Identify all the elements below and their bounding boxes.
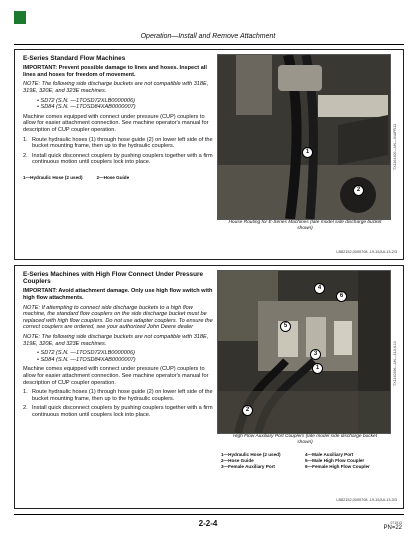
footer-info [383, 521, 402, 531]
section1-important: IMPORTANT: Prevent possible damage to lines and hoses. Inspect all lines and hoses for freedom of movement. [23, 65, 207, 78]
section-high-flow [14, 265, 404, 509]
section2-reference: LB82152,0000708 -19-15JUL13-3/3 [336, 498, 397, 502]
callout-4: 4 [314, 283, 325, 294]
callout-1: 1 [302, 147, 313, 158]
section1-title: E-Series Standard Flow Machines [23, 55, 126, 62]
footer-pn: PN=22 [383, 525, 402, 531]
callout-2: 2 [242, 405, 253, 416]
footer-rule [14, 514, 404, 515]
footer-date-code: 071913 [390, 521, 402, 525]
callout-5: 5 [280, 321, 291, 332]
section1-caption: House Routing for E-Series Machines (late model side discharge bucket shown) [228, 220, 382, 231]
page-header-title: Operation—Install and Remove Attachment [140, 33, 276, 40]
section1-step-1: 1. Route hydraulic hoses (1) through hose guide (2) on lower left side of the bucket mounting frame, then up to the hydraulic couplers. [23, 136, 213, 150]
section1-note: NOTE: The following side discharge buckets are not compatible with 318E, 319E, 320E, and 323E machines. [23, 81, 209, 94]
section1-step-2: 2. Install quick disconnect couplers by pushing couplers together with a firm continuous motion until couplers lock into place. [23, 152, 213, 166]
high-flow-coupler-photo [217, 270, 391, 434]
section2-image-code: TX1140396—UN—11JUL13 [393, 341, 397, 386]
section1-reference: LB82152,0000708 -19-15JUL13-2/3 [336, 250, 397, 254]
callout-6: 6 [336, 291, 347, 302]
section2-bullet: • SD72 (S.N. —1TOSD72XLB0000006) • SD84 (S.N. —1TOSD84XAB0000007) [37, 350, 136, 363]
section2-legend-right: 4—Male Auxiliary Port 5—Male High Flow Coupler 6—Female High Flow Coupler [305, 452, 370, 469]
section2-caption: High Flow Auxiliary Port Couplers (late model side discharge bucket shown) [232, 434, 378, 445]
section2-note-2: NOTE: The following side discharge buckets are not compatible with 318E, 319E, 320E, and 323E machines. [23, 333, 209, 347]
callout-1: 1 [312, 363, 323, 374]
section2-step-1: 1. Route hydraulic hoses (1) through hose guide (2) on lower left side of the bucket mounting frame, then up to the hydraulic couplers. [23, 389, 213, 402]
section2-step-2: 2. Install quick disconnect couplers by pushing couplers together with a firm continuous motion until couplers lock into place. [23, 405, 213, 418]
hose-routing-photo [217, 54, 391, 220]
header-rule [14, 44, 404, 45]
section2-important: IMPORTANT: Avoid attachment damage. Only use high flow switch with high flow attachments. [23, 288, 213, 301]
callout-3: 3 [310, 349, 321, 360]
section1-legend: 1—Hydraulic Hose (2 used) 2—Hose Guide [23, 174, 130, 180]
section2-legend-left: 1—Hydraulic Hose (2 used) 2—Hose Guide 3—Female Auxiliary Port [221, 452, 281, 469]
section1-bullet: • SD72 (S.N. —1TOSD72XLB0000006) • SD84 (S.N. —1TOSD84XAB0000007) [37, 97, 136, 111]
section1-paragraph: Machine comes equipped with connect under pressure (CUP) couplers to allow for easier attachment connection. See machine operator's manual for description of CUP coupler operation. [23, 113, 209, 133]
section2-note: NOTE: If attempting to connect side discharge buckets to a high flow machine, the standard flow couplers on the side discharge bucket must be replaced with high flow couplers. Do not use adapter couplers. To ensure the correct couplers are ordered, see your authorized John Deere dealer [23, 304, 213, 331]
page-number: 2-2-4 [198, 519, 218, 528]
section2-paragraph: Machine comes equipped with connect under pressure (CUP) couplers to allow for easier attachment connection. See machine operator's manual for description of CUP coupler operation. [23, 366, 209, 386]
section1-image-code: TX1164400—UN—04APR13 [393, 123, 397, 170]
section-marker [14, 11, 26, 24]
section2-text [23, 271, 213, 419]
callout-2: 2 [353, 185, 364, 196]
section-standard-flow [14, 49, 404, 260]
section2-title: E-Series Machines with High Flow Connect Under Pressure Couplers [23, 271, 204, 286]
section1-text [23, 55, 213, 182]
